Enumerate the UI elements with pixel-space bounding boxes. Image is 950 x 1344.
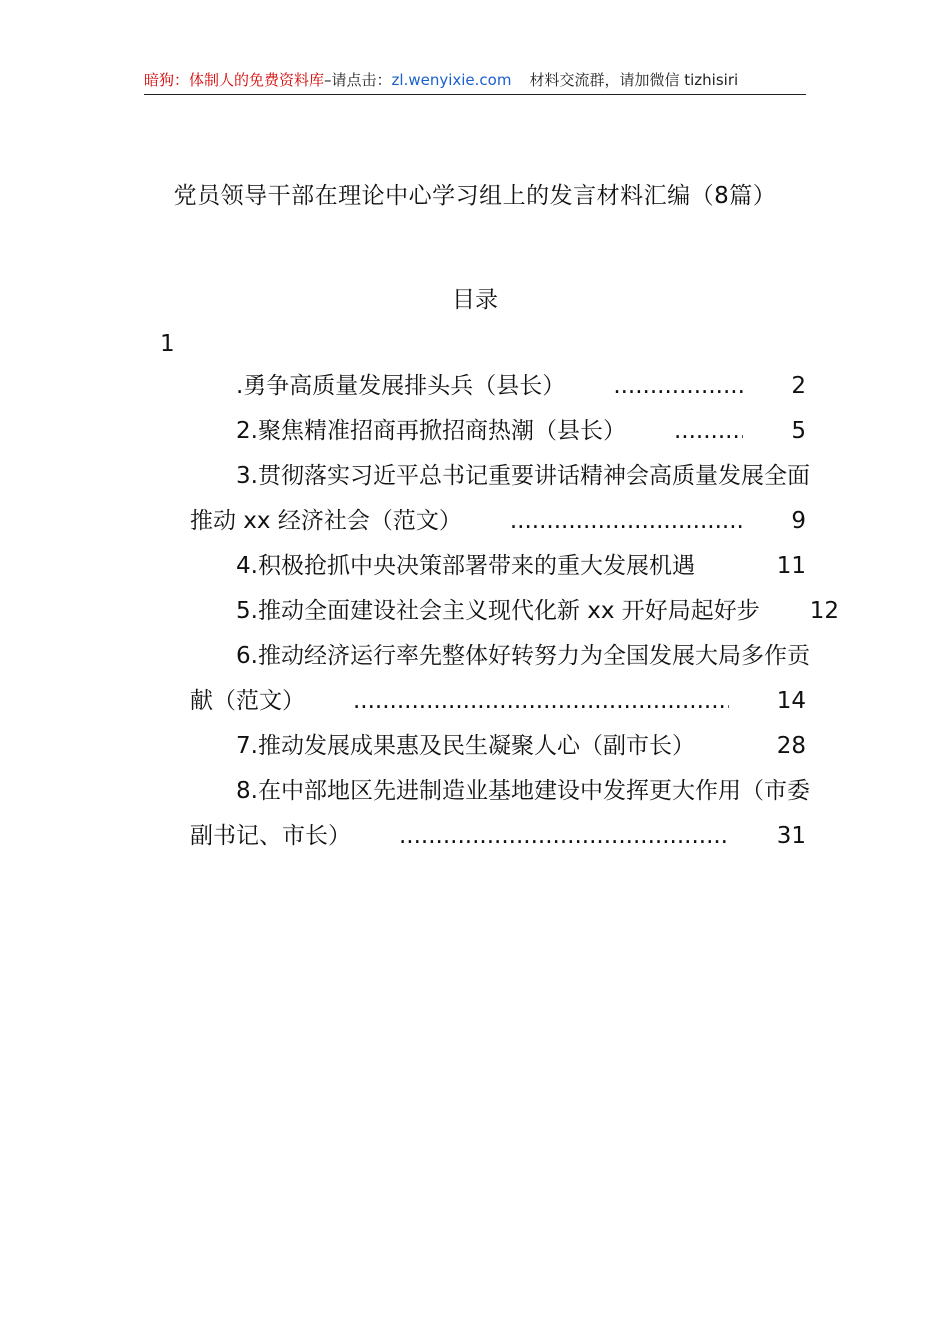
toc-entry-page: 11 bbox=[776, 553, 806, 579]
toc-entry-page: 12 bbox=[809, 598, 840, 624]
toc-entry-title: 2.聚焦精准招商再掀招商热潮（县长） bbox=[236, 418, 626, 444]
toc-entry-3[interactable] bbox=[144, 454, 810, 544]
toc-entry-title: 7.推动发展成果惠及民生凝聚人心（副市长） bbox=[236, 733, 695, 759]
toc-entry-title: 5.推动全面建设社会主义现代化新 xx 开好局起好步 bbox=[236, 598, 760, 624]
toc-entry-title: 6.推动经济运行率先整体好转努力为全国发展大局多作贡 bbox=[236, 643, 810, 669]
toc-entry-line bbox=[144, 589, 840, 634]
toc-leader-dots bbox=[464, 499, 744, 544]
table-of-contents bbox=[144, 364, 840, 859]
page-header bbox=[144, 66, 806, 95]
toc-leader-dots bbox=[567, 364, 743, 409]
toc-entry-line bbox=[144, 679, 806, 724]
toc-stray-number: 1 bbox=[160, 331, 175, 357]
toc-entry-page: 31 bbox=[776, 823, 806, 849]
toc-entry-line bbox=[144, 364, 806, 409]
toc-leader-dots bbox=[697, 724, 729, 769]
toc-entry-line bbox=[144, 544, 806, 589]
toc-entry-page: 14 bbox=[776, 688, 806, 714]
toc-entry-line bbox=[144, 409, 806, 454]
header-site-name: 暗狗：体制人的免费资料库 bbox=[144, 71, 325, 89]
toc-entry-title: 3.贯彻落实习近平总书记重要讲话精神会高质量发展全面 bbox=[236, 463, 810, 489]
toc-entry-title: .勇争高质量发展排头兵（县长） bbox=[236, 373, 566, 399]
toc-leader-dots bbox=[628, 409, 743, 454]
toc-heading: 目录 bbox=[452, 287, 498, 313]
toc-entry-title-continued: 献（范文） bbox=[190, 688, 305, 714]
header-click-prompt: –请点击： bbox=[324, 71, 392, 89]
toc-entry-5[interactable] bbox=[144, 589, 840, 634]
toc-entry-page: 2 bbox=[791, 373, 806, 399]
header-site-link[interactable]: zl.wenyixie.com bbox=[391, 71, 512, 89]
toc-entry-line bbox=[144, 634, 810, 679]
toc-leader-dots bbox=[353, 814, 729, 859]
toc-entry-page: 5 bbox=[791, 418, 806, 444]
toc-entry-6[interactable] bbox=[144, 634, 810, 724]
toc-entry-1[interactable] bbox=[144, 364, 806, 409]
toc-entry-line bbox=[144, 724, 806, 769]
toc-entry-line bbox=[144, 499, 806, 544]
toc-entry-line bbox=[144, 814, 806, 859]
toc-leader-dots bbox=[307, 679, 729, 724]
toc-entry-title-continued: 推动 xx 经济社会（范文） bbox=[190, 508, 462, 534]
toc-entry-title-continued: 副书记、市长） bbox=[190, 823, 351, 849]
toc-entry-page: 28 bbox=[776, 733, 806, 759]
toc-entry-4[interactable] bbox=[144, 544, 806, 589]
toc-entry-page: 9 bbox=[791, 508, 806, 534]
toc-leader-dots bbox=[697, 544, 729, 589]
toc-entry-8[interactable] bbox=[144, 769, 810, 859]
toc-entry-7[interactable] bbox=[144, 724, 806, 769]
toc-entry-title: 8.在中部地区先进制造业基地建设中发挥更大作用（市委 bbox=[236, 778, 810, 804]
toc-entry-2[interactable] bbox=[144, 409, 806, 454]
document-title: 党员领导干部在理论中心学习组上的发言材料汇编（8篇） bbox=[173, 183, 777, 209]
toc-entry-line bbox=[144, 769, 810, 814]
header-contact: 材料交流群，请加微信 tizhisiri bbox=[529, 71, 739, 89]
toc-entry-title: 4.积极抢抓中央决策部署带来的重大发展机遇 bbox=[236, 553, 695, 579]
toc-entry-line bbox=[144, 454, 810, 499]
